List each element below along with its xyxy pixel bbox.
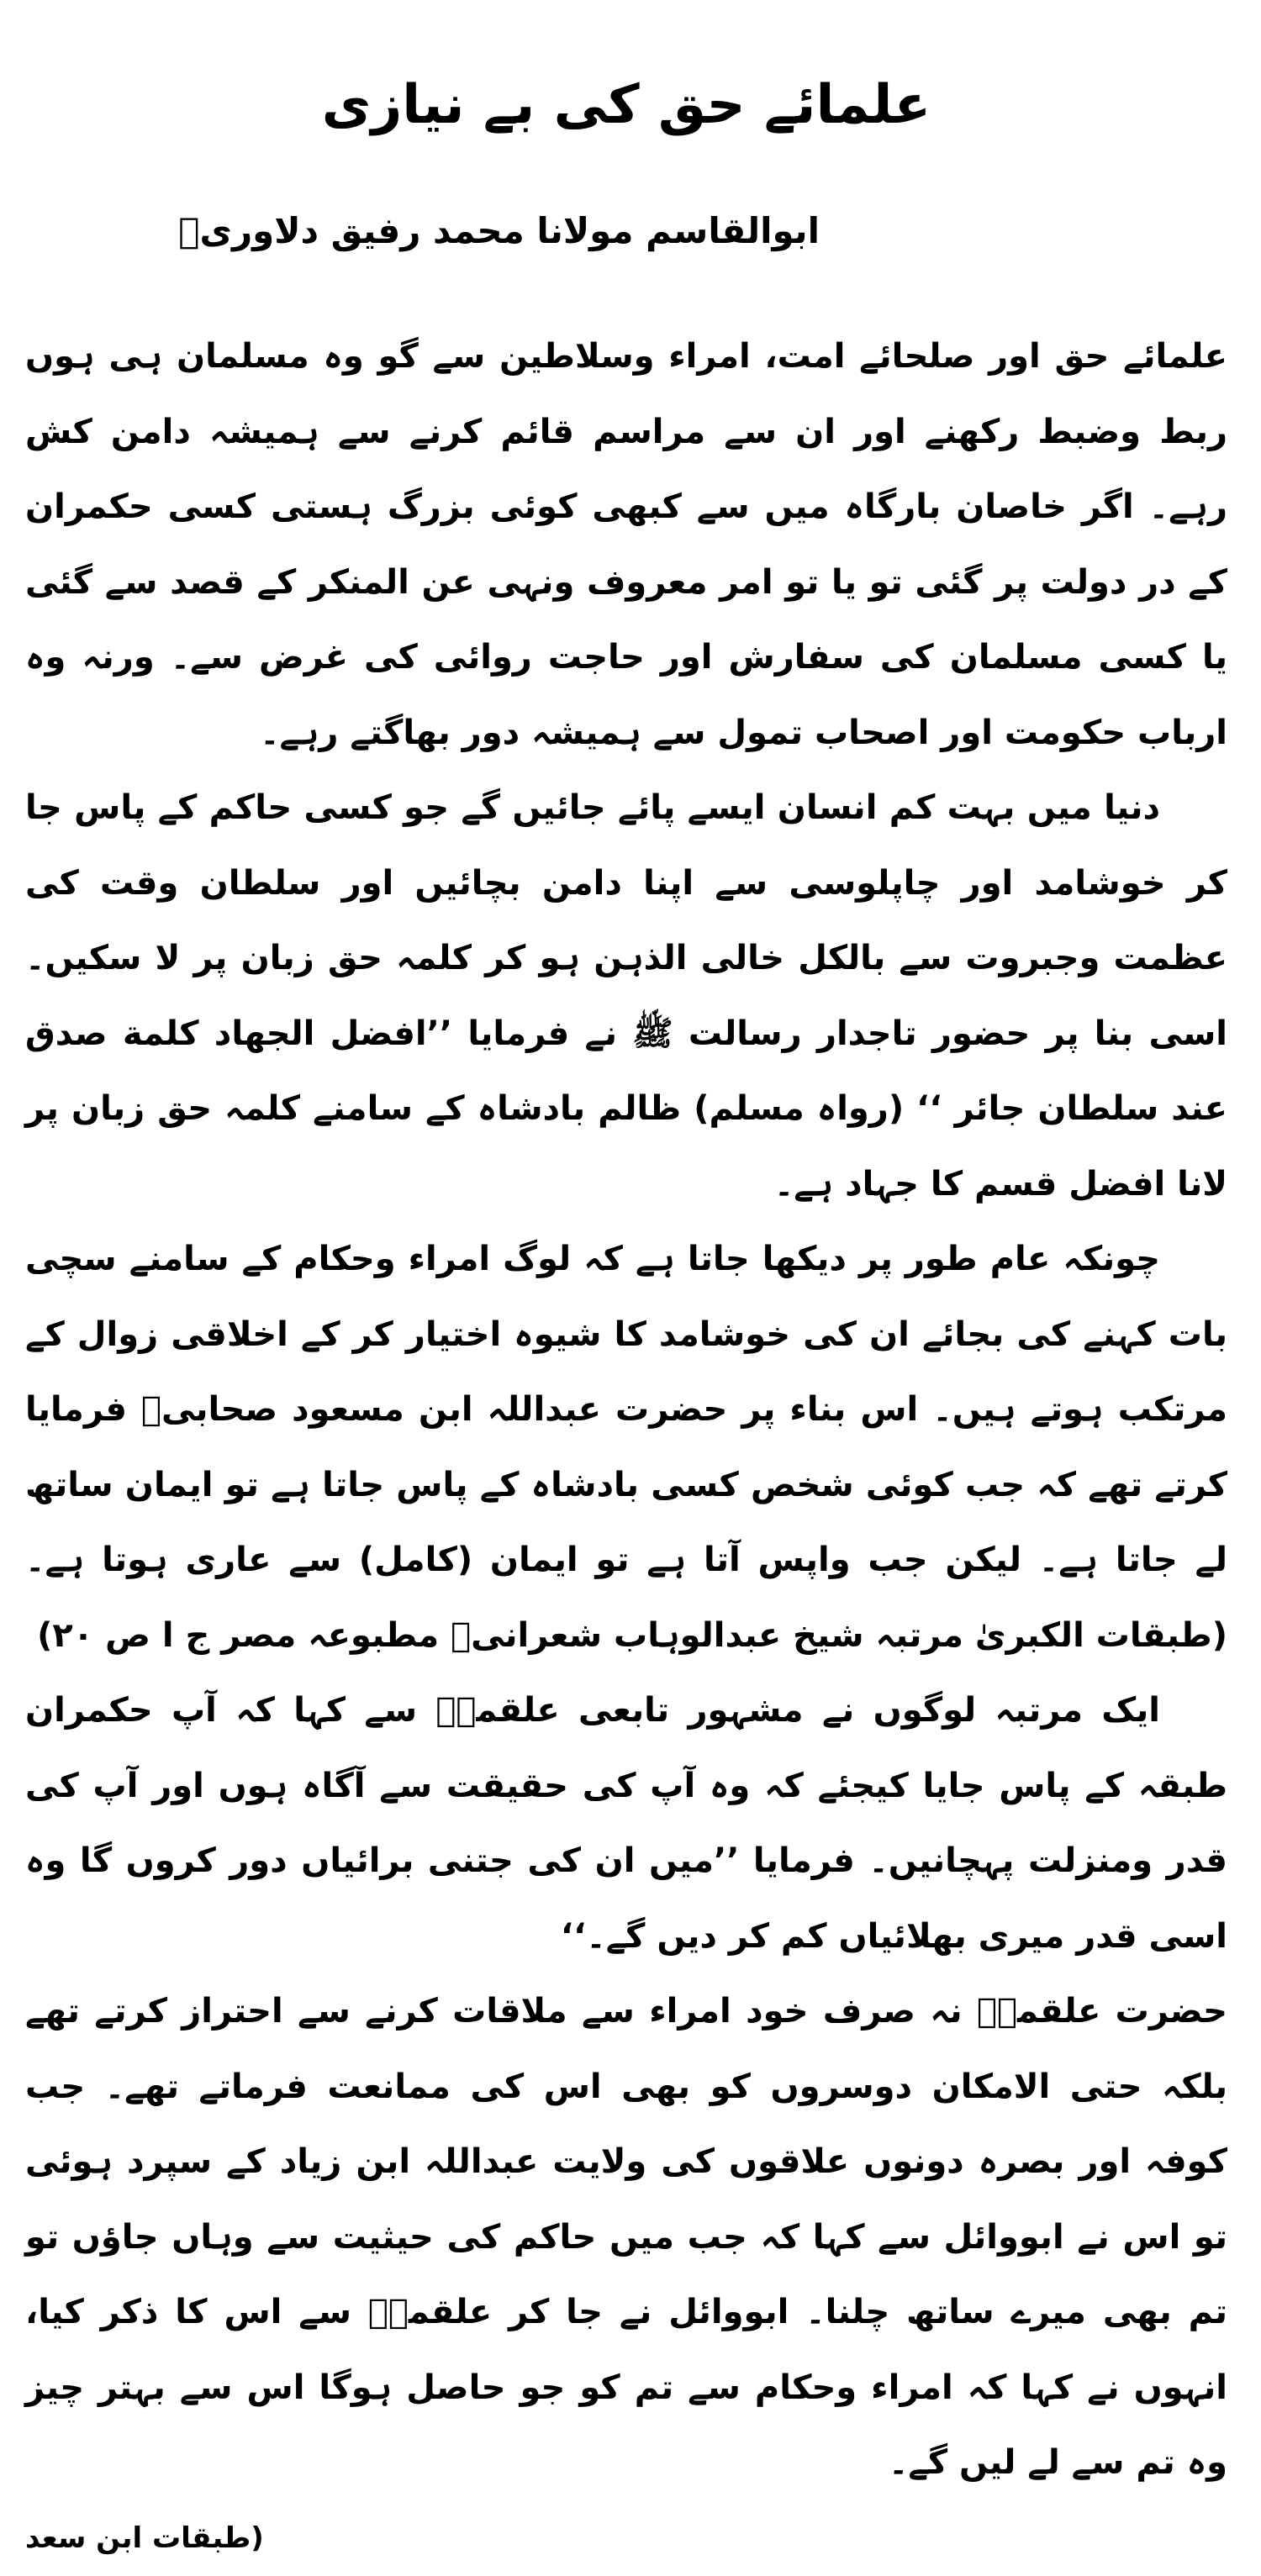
paragraph-5: حضرت علقمہؒ نہ صرف خود امراء سے ملاقات کرنے سے احتراز کرتے تھے بلکہ حتی الامکان دوسروں کو بھی اس کی ممانعت فرماتے تھے۔ جب کوفہ اور بصرہ دونوں علاقوں کی ولایت عبداللہ ابن زیاد کے سپرد ہوئی تو اس نے ابووائل سے کہا کہ جب میں حاکم کی حیثیت سے وہاں جاؤں تو تم بھی میرے ساتھ چلنا۔ ابووائل نے جا کر علقمہؒ سے اس کا ذکر کیا، انہوں نے کہا کہ امراء وحکام سے تم کو جو حاصل ہوگا اس سے بہتر چیز وہ تم سے لے لیں گے۔ [25,1974,1227,2501]
paragraph-4: ایک مرتبہ لوگوں نے مشہور تابعی علقمہؒ سے کہا کہ آپ حکمران طبقہ کے پاس جایا کیجئے کہ وہ آپ کی حقیقت سے آگاہ ہوں اور آپ کی قدر ومنزلت پہچانیں۔ فرمایا ’’میں ان کی جتنی برائیاں دور کروں گا وہ اسی قدر میری بھلائیاں کم کر دیں گے۔‘‘ [25,1673,1227,1974]
author-line: ابوالقاسم مولانا محمد رفیق دلاوریؒ [25,202,1227,261]
paragraph-1: علمائے حق اور صلحائے امت، امراء وسلاطین سے گو وہ مسلمان ہی ہوں ربط وضبط رکھنے اور ان سے مراسم قائم کرنے سے ہمیشہ دامن کش رہے۔ اگر خاصان بارگاہ میں سے کبھی کوئی بزرگ ہستی کسی حکمران کے در دولت پر گئی تو یا تو امر معروف ونہی عن المنکر کے قصد سے گئی یا کسی مسلمان کی سفارش اور حاجت روائی کی غرض سے۔ ورنہ وہ ارباب حکومت اور اصحاب تمول سے ہمیشہ دور بھاگتے رہے۔ [25,319,1227,771]
article-body [25,319,1227,2576]
paragraph-2: دنیا میں بہت کم انسان ایسے پائے جائیں گے جو کسی حاکم کے پاس جا کر خوشامد اور چاپلوسی سے اپنا دامن بچائیں اور سلطان وقت کی عظمت وجبروت سے بالکل خالی الذہن ہو کر کلمہ حق زبان پر لا سکیں۔ اسی بنا پر حضور تاجدار رسالت ﷺ نے فرمایا ’’افضل الجهاد كلمة صدق عند سلطان جائر ‘‘ (رواہ مسلم) ظالم بادشاہ کے سامنے کلمہ حق زبان پر لانا افضل قسم کا جہاد ہے۔ [25,771,1227,1222]
closing-reference-line [25,2501,1227,2576]
page-title: علمائے حق کی بے نیازی [25,0,1227,151]
paragraph-3: چونکہ عام طور پر دیکھا جاتا ہے کہ لوگ امراء وحکام کے سامنے سچی بات کہنے کی بجائے ان کی خوشامد کا شیوہ اختیار کر کے اخلاقی زوال کے مرتکب ہوتے ہیں۔ اس بناء پر حضرت عبداللہ ابن مسعود صحابیؓ فرمایا کرتے تھے کہ جب کوئی شخص کسی بادشاہ کے پاس جاتا ہے تو ایمان ساتھ لے جاتا ہے۔ لیکن جب واپس آتا ہے تو ایمان (کامل) سے عاری ہوتا ہے۔ (طبقات الکبریٰ مرتبہ شیخ عبدالوہاب شعرانیؒ مطبوعہ مصر ج ا ص ۲۰) [25,1222,1227,1673]
reference-citation: (طبقات ابن سعد [25,2501,264,2576]
